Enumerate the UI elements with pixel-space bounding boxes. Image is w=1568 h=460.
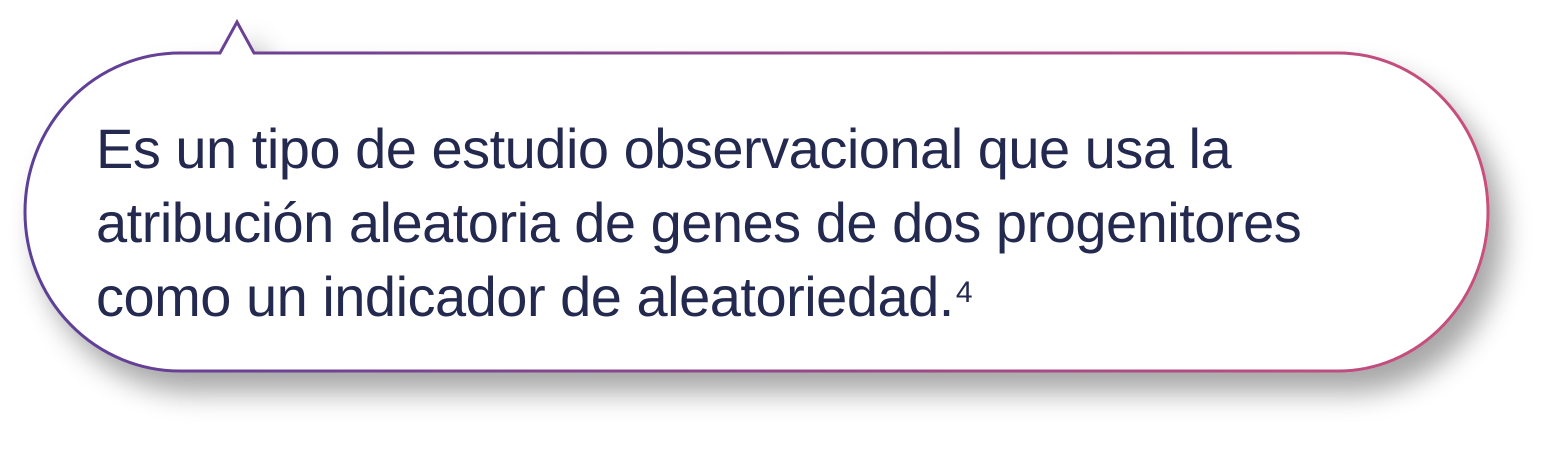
- text-line-2: atribución aleatoria de genes de dos progenitores: [96, 191, 1302, 254]
- text-line-3: [96, 260, 1456, 334]
- footnote-reference: 4: [955, 276, 972, 309]
- text-line-3-content: como un indicador de aleatoriedad.: [96, 265, 954, 328]
- text-line-1: Es un tipo de estudio observacional que usa la: [96, 117, 1232, 180]
- bubble-definition-text: [96, 112, 1456, 334]
